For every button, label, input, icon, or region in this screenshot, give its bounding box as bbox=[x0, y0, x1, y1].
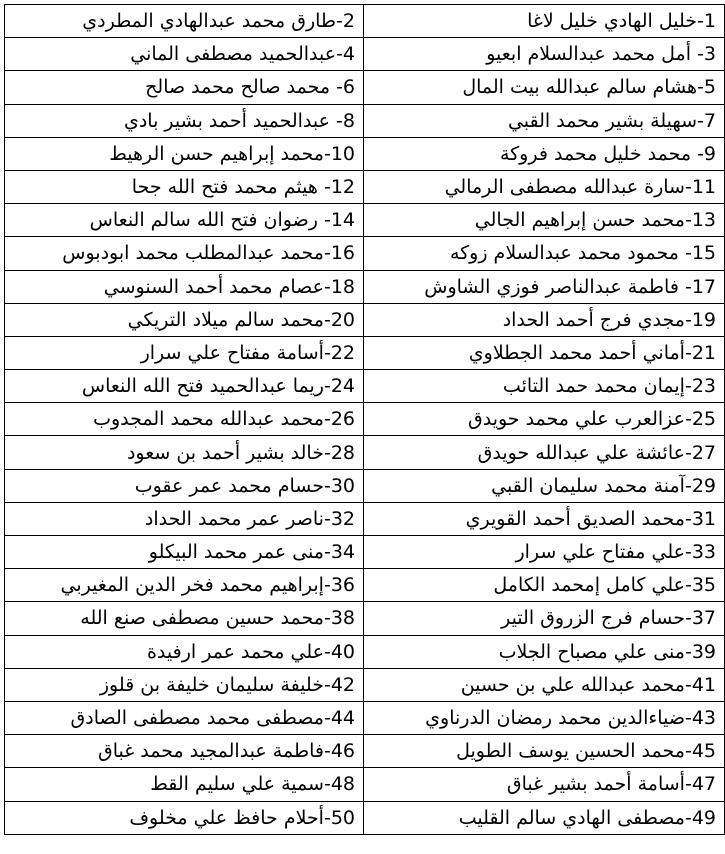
name-cell: 16-محمد عبدالمطلب محمد ابودبوس bbox=[5, 237, 364, 270]
name-cell: 12- هيثم محمد فتح الله جحا bbox=[5, 170, 364, 203]
table-row bbox=[5, 768, 725, 801]
name-cell: 36-إبراهيم محمد فخر الدين المغيربي bbox=[5, 569, 364, 602]
name-cell: 14- رضوان فتح الله سالم النعاس bbox=[5, 204, 364, 237]
name-cell: 3- أمل محمد عبدالسلام ابعيو bbox=[364, 38, 725, 71]
name-cell: 22-أسامة مفتاح علي سرار bbox=[5, 336, 364, 369]
table-row bbox=[5, 635, 725, 668]
name-cell: 1-خليل الهادي خليل لاغا bbox=[364, 5, 725, 38]
name-cell: 10-محمد إبراهيم حسن الرهيط bbox=[5, 137, 364, 170]
name-cell: 34-منى عمر محمد البيكلو bbox=[5, 536, 364, 569]
name-cell: 42-خليفة سليمان خليفة بن قلوز bbox=[5, 668, 364, 701]
name-cell: 30-حسام محمد عمر عقوب bbox=[5, 469, 364, 502]
name-cell: 39-منى علي مصباح الجلاب bbox=[364, 635, 725, 668]
table-row bbox=[5, 204, 725, 237]
name-cell: 6- محمد صالح محمد صالح bbox=[5, 71, 364, 104]
table-row bbox=[5, 469, 725, 502]
names-table-body bbox=[5, 5, 725, 835]
table-row bbox=[5, 436, 725, 469]
name-cell: 45-محمد الحسين يوسف الطويل bbox=[364, 735, 725, 768]
name-cell: 2-طارق محمد عبدالهادي المطردي bbox=[5, 5, 364, 38]
table-row bbox=[5, 569, 725, 602]
table-row bbox=[5, 801, 725, 834]
name-cell: 44-مصطفى محمد مصطفى الصادق bbox=[5, 701, 364, 734]
name-cell: 38-محمد حسين مصطفى صنع الله bbox=[5, 602, 364, 635]
table-row bbox=[5, 668, 725, 701]
table-row bbox=[5, 5, 725, 38]
name-cell: 46-فاطمة عبدالمجيد محمد غباق bbox=[5, 735, 364, 768]
name-cell: 21-أماني أحمد محمد الجطلاوي bbox=[364, 336, 725, 369]
name-cell: 28-خالد بشير أحمد بن سعود bbox=[5, 436, 364, 469]
name-cell: 33-علي مفتاح علي سرار bbox=[364, 536, 725, 569]
table-row bbox=[5, 336, 725, 369]
name-cell: 41-محمد عبدالله علي بن حسين bbox=[364, 668, 725, 701]
table-row bbox=[5, 137, 725, 170]
name-cell: 43-ضياءالدين محمد رمضان الدرناوي bbox=[364, 701, 725, 734]
name-cell: 5-هشام سالم عبدالله بيت المال bbox=[364, 71, 725, 104]
table-row bbox=[5, 536, 725, 569]
name-cell: 23-إيمان محمد حمد التائب bbox=[364, 370, 725, 403]
table-row bbox=[5, 701, 725, 734]
name-cell: 26-محمد عبدالله محمد المجدوب bbox=[5, 403, 364, 436]
name-cell: 27-عائشة علي عبدالله حويدق bbox=[364, 436, 725, 469]
table-row bbox=[5, 270, 725, 303]
name-cell: 35-علي كامل إمحمد الكامل bbox=[364, 569, 725, 602]
names-sheet bbox=[4, 4, 716, 835]
table-row bbox=[5, 237, 725, 270]
name-cell: 25-عزالعرب علي محمد حويدق bbox=[364, 403, 725, 436]
name-cell: 40-علي محمد عمر ارفيدة bbox=[5, 635, 364, 668]
name-cell: 7-سهيلة بشير محمد القبي bbox=[364, 104, 725, 137]
name-cell: 17- فاطمة عبدالناصر فوزي الشاوش bbox=[364, 270, 725, 303]
name-cell: 11-سارة عبدالله مصطفى الرمالي bbox=[364, 170, 725, 203]
name-cell: 18-عصام محمد أحمد السنوسي bbox=[5, 270, 364, 303]
names-table bbox=[4, 4, 725, 835]
table-row bbox=[5, 502, 725, 535]
table-row bbox=[5, 602, 725, 635]
table-row bbox=[5, 71, 725, 104]
name-cell: 15- محمود محمد عبدالسلام زوكه bbox=[364, 237, 725, 270]
table-row bbox=[5, 104, 725, 137]
name-cell: 47-أسامة أحمد بشير غباق bbox=[364, 768, 725, 801]
table-row bbox=[5, 303, 725, 336]
name-cell: 49-مصطفى الهادي سالم القليب bbox=[364, 801, 725, 834]
name-cell: 20-محمد سالم ميلاد التريكي bbox=[5, 303, 364, 336]
name-cell: 29-آمنة محمد سليمان القبي bbox=[364, 469, 725, 502]
name-cell: 37-حسام فرج الزروق التير bbox=[364, 602, 725, 635]
table-row bbox=[5, 370, 725, 403]
name-cell: 13-محمد حسن إبراهيم الجالي bbox=[364, 204, 725, 237]
name-cell: 9- محمد خليل محمد فروكة bbox=[364, 137, 725, 170]
name-cell: 32-ناصر عمر محمد الحداد bbox=[5, 502, 364, 535]
table-row bbox=[5, 403, 725, 436]
name-cell: 31-محمد الصديق أحمد القويري bbox=[364, 502, 725, 535]
name-cell: 4-عبدالحميد مصطفى الماني bbox=[5, 38, 364, 71]
table-row bbox=[5, 38, 725, 71]
name-cell: 8- عبدالحميد أحمد بشير بادي bbox=[5, 104, 364, 137]
name-cell: 19-مجدي فرج أحمد الحداد bbox=[364, 303, 725, 336]
table-row bbox=[5, 735, 725, 768]
name-cell: 50-أحلام حافظ علي مخلوف bbox=[5, 801, 364, 834]
table-row bbox=[5, 170, 725, 203]
name-cell: 48-سمية علي سليم القط bbox=[5, 768, 364, 801]
name-cell: 24-ريما عبدالحميد فتح الله النعاس bbox=[5, 370, 364, 403]
